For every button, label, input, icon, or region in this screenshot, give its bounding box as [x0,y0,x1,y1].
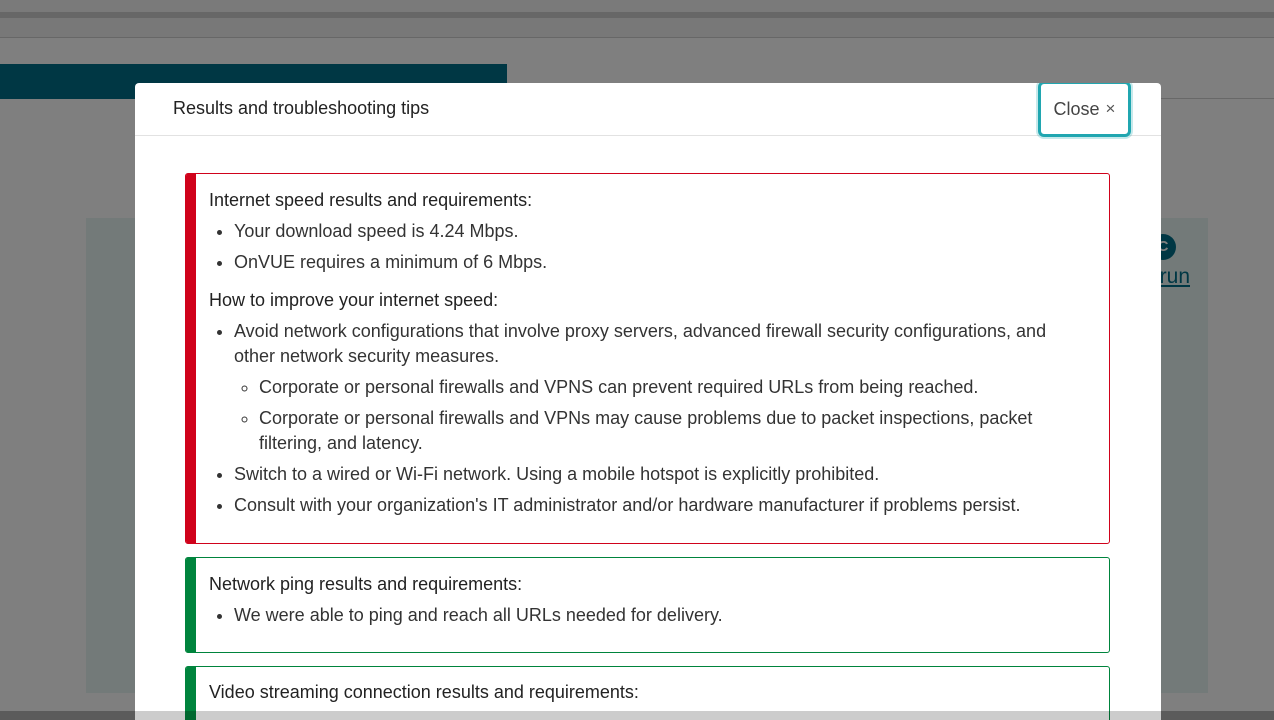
modal-title: Results and troubleshooting tips [173,98,430,118]
list-item: • We were able to ping and reach all URLs needed for delivery. [234,603,1089,628]
list-item: • Consult with your organization's IT administrator and/or hardware manufacturer if problems persist. [234,493,1089,518]
video-streaming-heading: Video streaming connection results and requirements: [209,682,639,702]
results-modal [135,83,1161,720]
list-item: • Switch to a wired or Wi-Fi network. Using a mobile hotspot is explicitly prohibited. [234,462,1089,487]
close-button[interactable] [1038,83,1131,137]
internet-speed-panel [185,173,1110,544]
network-ping-heading: Network ping results and requirements: [209,574,523,594]
improve-speed-heading: How to improve your internet speed: [209,290,499,310]
internet-speed-heading: Internet speed results and requirements: [209,190,533,210]
list-item [234,319,1089,456]
network-ping-results-list [209,603,1089,628]
list-item: • Your download speed is 4.24 Mbps. [234,219,1089,244]
close-icon: × [1105,99,1116,118]
close-button-label: Close [1053,98,1100,119]
modal-header [135,83,1161,136]
list-item: ◦ Corporate or personal firewalls and VPNs may cause problems due to packet inspections, packet filtering, and latency. [259,406,1089,456]
sub-tips-list [234,375,1089,456]
list-item: ◦ Corporate or personal firewalls and VPNS can prevent required URLs from being reached. [259,375,1089,400]
internet-speed-results-list [209,219,1089,275]
bottom-bar [0,711,1274,720]
network-ping-panel [185,557,1110,653]
improve-speed-tips-list [209,319,1089,518]
tip-text: Avoid network configurations that involve proxy servers, advanced firewall security configurations, and other network security measures. [234,321,1047,366]
list-item: • OnVUE requires a minimum of 6 Mbps. [234,250,1089,275]
